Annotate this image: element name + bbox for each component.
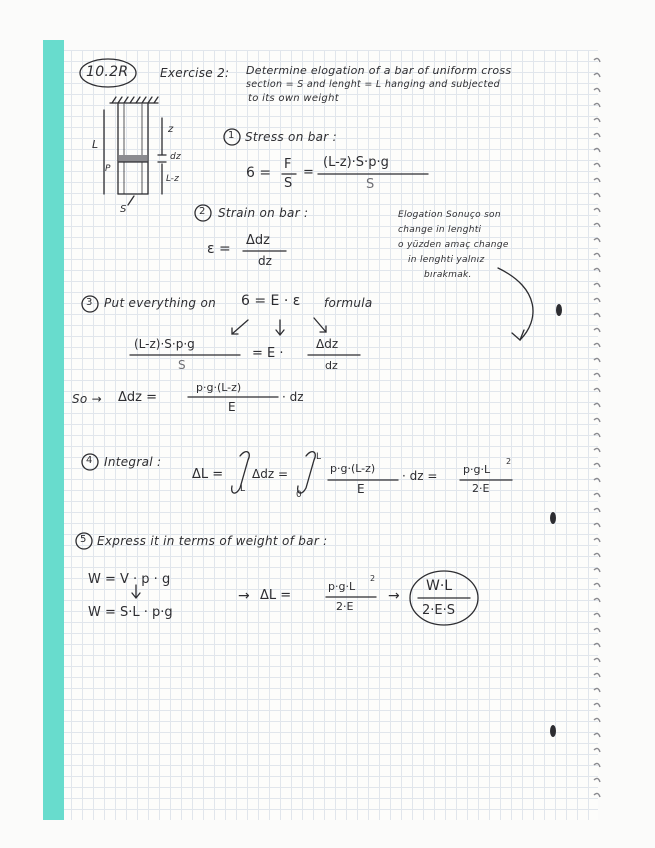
spiral-mark <box>594 643 600 647</box>
punch-hole <box>550 512 556 524</box>
figure-label-dz: dz <box>170 152 182 162</box>
step1-frac1-den: S <box>284 176 293 191</box>
spiral-mark <box>594 253 600 257</box>
so-den: E <box>228 400 236 414</box>
step4-lhs: ΔL = <box>192 467 224 482</box>
step3-marker: 3 <box>86 297 93 308</box>
step4-mid: · dz = <box>402 469 438 483</box>
description-line2: section = S and lenght = L hanging and subjected <box>246 79 500 90</box>
exercise-label: Exercise 2: <box>160 66 230 80</box>
spiral-mark <box>594 538 600 542</box>
so-suffix: · dz <box>282 390 304 404</box>
punch-hole <box>550 725 556 737</box>
step5-final-num: W·L <box>426 578 453 594</box>
spiral-mark <box>594 223 600 227</box>
step3-formula: 6 = E · ε <box>241 293 301 309</box>
spiral-mark <box>594 448 600 452</box>
step2-frac-num: Δdz <box>246 233 270 248</box>
note-line4: in lenghti yalnız <box>408 255 485 265</box>
spiral-mark <box>594 178 600 182</box>
so-prefix: So → <box>72 392 103 406</box>
step3-rhs-den: dz <box>325 359 338 372</box>
step2-frac-den: dz <box>258 254 272 268</box>
spiral-mark <box>594 523 600 527</box>
spiral-mark <box>594 298 600 302</box>
spiral-mark <box>594 748 600 752</box>
spiral-mark <box>594 703 600 707</box>
step3-title: Put everything on <box>104 296 216 310</box>
spiral-mark <box>594 403 600 407</box>
bar-outline <box>118 104 148 194</box>
spiral-mark <box>594 193 600 197</box>
spiral-mark <box>594 793 600 797</box>
spiral-mark <box>594 103 600 107</box>
so-lhs: Δdz = <box>118 390 157 405</box>
step2-marker: 2 <box>199 206 206 217</box>
step1-title: Stress on bar : <box>245 130 337 144</box>
step5-arrow1: → <box>238 588 250 604</box>
spiral-mark <box>594 343 600 347</box>
spiral-mark <box>594 433 600 437</box>
step5-eq2: W = S·L · p·g <box>88 605 173 620</box>
step1-marker: 1 <box>228 130 235 141</box>
step4-res-exp: 2 <box>506 457 512 466</box>
step5-arrow2: → <box>388 588 400 604</box>
step4-int2-lower: 0 <box>296 490 302 500</box>
step4-title: Integral : <box>104 455 162 469</box>
step1-frac2-num: (L-z)·S·p·g <box>323 155 389 170</box>
spiral-mark <box>594 208 600 212</box>
spiral-mark <box>594 283 600 287</box>
step4-den: E <box>357 482 365 496</box>
figure-label-L: L <box>92 138 99 151</box>
note-arrow <box>498 268 533 340</box>
spiral-mark <box>594 478 600 482</box>
note-line3: o yüzden amaç change <box>398 240 509 250</box>
step5-num: p·g·L <box>328 580 356 593</box>
figure-label-Lz: L-z <box>166 174 180 184</box>
step3-lhs-num: (L-z)·S·p·g <box>134 337 195 351</box>
step5-den: 2·E <box>336 600 354 613</box>
spiral-mark <box>594 118 600 122</box>
step1-eq: = <box>303 165 314 180</box>
step1-lhs: 6 = <box>246 165 272 181</box>
spiral-mark <box>594 148 600 152</box>
step4-int1-sub: L <box>240 484 246 494</box>
description-line3: to its own weight <box>248 93 339 104</box>
spiral-mark <box>594 733 600 737</box>
spiral-mark <box>594 388 600 392</box>
step3-lhs-den: S <box>178 358 186 372</box>
punch-hole <box>556 304 562 316</box>
step3-formula-word: formula <box>324 296 373 310</box>
spiral-mark <box>594 58 600 62</box>
step4-marker: 4 <box>86 455 93 466</box>
integral-sign-2 <box>298 452 316 493</box>
figure-label-S: S <box>120 204 127 215</box>
figure-label-P: P <box>105 164 111 174</box>
step5-final-den: 2·E·S <box>422 603 456 618</box>
spiral-mark <box>594 718 600 722</box>
step5-num-exp: 2 <box>370 574 376 583</box>
spiral-mark <box>594 598 600 602</box>
step2-title: Strain on bar : <box>218 206 309 220</box>
spiral-mark <box>594 328 600 332</box>
support-hatch <box>110 97 158 103</box>
spiral-mark <box>594 418 600 422</box>
figure-label-z: z <box>168 124 174 135</box>
step3-mid: = E · <box>252 346 284 361</box>
substitution-arrows <box>232 318 326 335</box>
step5-marker: 5 <box>80 534 87 545</box>
note-line2: change in lenghti <box>398 225 482 235</box>
spiral-mark <box>594 268 600 272</box>
step4-int1-body: Δdz = <box>252 467 288 481</box>
spiral-mark <box>594 658 600 662</box>
step5-eq1: W = V · p · g <box>88 572 171 587</box>
bar-slice <box>119 155 147 162</box>
step3-rhs-num: Δdz <box>316 337 339 351</box>
spiral-mark <box>594 463 600 467</box>
spiral-mark <box>594 163 600 167</box>
step4-int2-upper: L <box>316 452 322 462</box>
step1-frac2-den: S <box>366 177 375 192</box>
note-line1: Elogation Sonuço son <box>398 210 501 220</box>
spiral-mark <box>594 568 600 572</box>
step5-lhs: ΔL = <box>260 588 292 603</box>
step4-num: p·g·(L-z) <box>330 462 376 475</box>
spiral-holes <box>594 58 600 797</box>
spiral-mark <box>594 88 600 92</box>
spiral-mark <box>594 313 600 317</box>
step2-lhs: ε = <box>207 241 231 257</box>
spiral-mark <box>594 553 600 557</box>
spiral-mark <box>594 613 600 617</box>
spiral-mark <box>594 688 600 692</box>
step4-res-num: p·g·L <box>463 463 491 476</box>
spiral-mark <box>594 583 600 587</box>
spiral-mark <box>594 763 600 767</box>
so-num: p·g·(L-z) <box>196 381 242 394</box>
spiral-mark <box>594 493 600 497</box>
problem-number: 10.2R <box>86 64 129 80</box>
spiral-mark <box>594 508 600 512</box>
spiral-mark <box>594 673 600 677</box>
note-line5: bırakmak. <box>424 270 472 280</box>
spiral-mark <box>594 358 600 362</box>
step1-frac1-num: F <box>284 157 292 172</box>
spiral-mark <box>594 373 600 377</box>
description-line1: Determine elogation of a bar of uniform cross <box>246 64 512 77</box>
spiral-mark <box>594 778 600 782</box>
spiral-mark <box>594 238 600 242</box>
spiral-mark <box>594 73 600 77</box>
step5-title: Express it in terms of weight of bar : <box>97 534 328 548</box>
spiral-mark <box>594 628 600 632</box>
step4-res-den: 2·E <box>472 482 490 495</box>
spiral-mark <box>594 133 600 137</box>
